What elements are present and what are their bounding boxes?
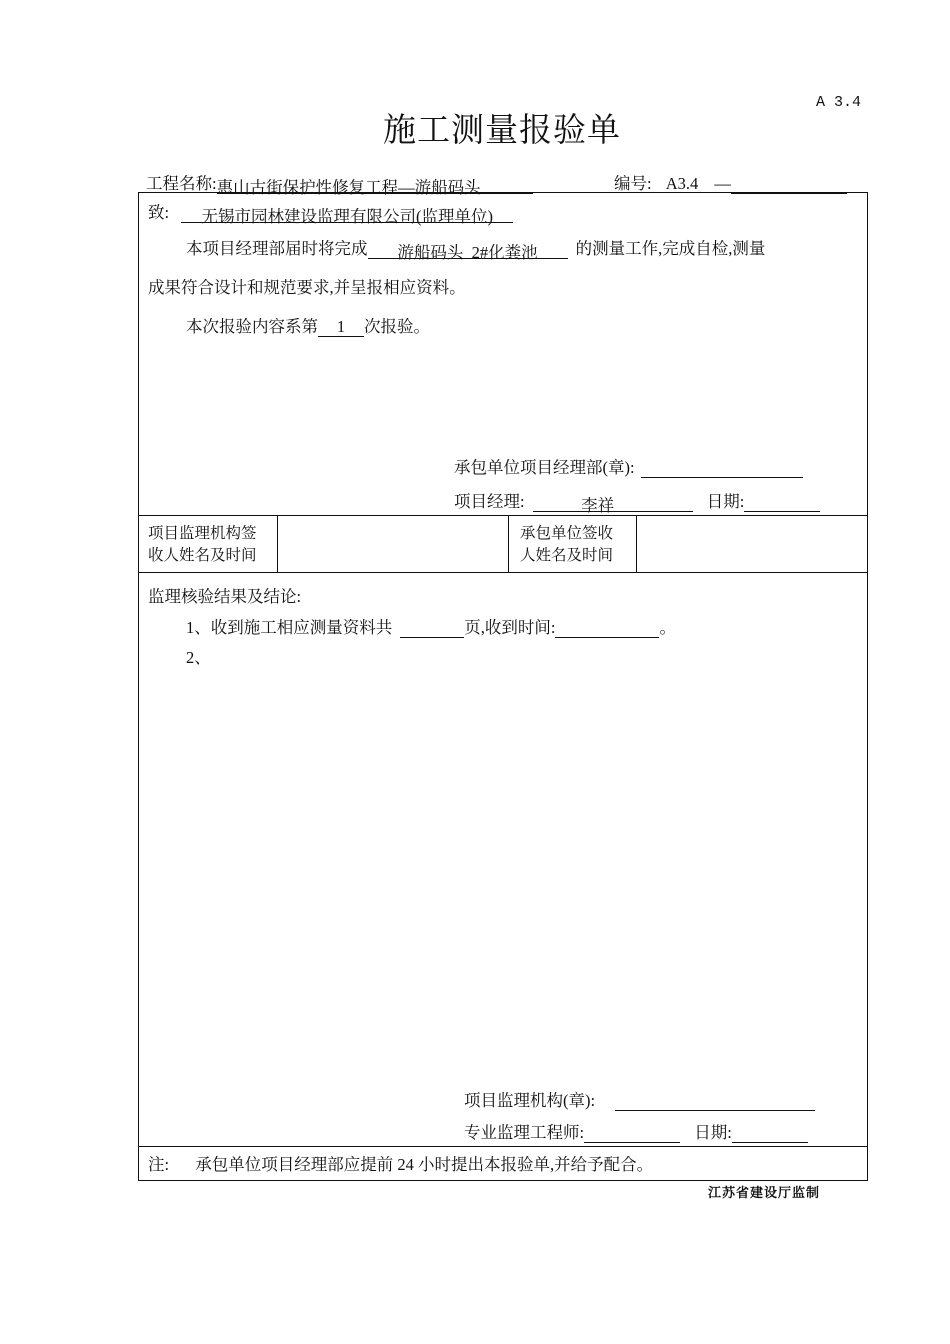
item1-prefix: 1、收到施工相应测量资料共 [186,618,393,637]
pm-date-field[interactable] [744,492,820,512]
contractor-dept-label: 承包单位项目经理部(章): [454,458,635,477]
divider-2 [138,572,867,573]
times-field[interactable] [318,317,364,337]
review-conclusion-area[interactable] [186,664,856,1064]
work-item-value: 游船码头 2#化粪池 [397,243,538,262]
agency-stamp-field[interactable] [615,1091,815,1111]
cell-divider-2 [508,515,509,572]
contractor-receiver-cell[interactable] [637,516,866,572]
project-label: 工程名称: [146,174,217,193]
contractor-dept-stamp-field[interactable] [641,458,803,478]
para-suffix: 的测量工作,完成自检,测量 [575,239,766,258]
item1-mid: 页,收到时间: [464,618,556,637]
agency-row [464,1087,815,1111]
times-row [186,313,430,337]
para-line-2: 成果符合设计和规范要求,并呈报相应资料。 [148,278,466,297]
number-row [614,170,847,194]
number-value: A3.4 [665,174,699,193]
to-label: 致: [148,203,170,222]
engineer-field[interactable] [584,1123,680,1143]
to-field[interactable] [181,203,513,226]
times-suffix: 次报验。 [364,317,430,336]
para-prefix: 本项目经理部届时将完成 [186,239,368,258]
review-item-2: 2、 [186,648,211,667]
supervisor-receiver-label [148,523,257,567]
page-title: 施工测量报验单 [383,110,621,149]
para-line-1 [186,235,766,262]
note-text: 承包单位项目经理部应提前 24 小时提出本报验单,并给予配合。 [195,1155,654,1174]
contractor-receiver-label [520,523,613,567]
review-item-1 [186,614,676,638]
to-row [148,199,513,226]
pages-field[interactable] [400,618,464,638]
number-field[interactable] [731,174,847,194]
number-label: 编号: [614,174,652,193]
note-label: 注: [148,1155,170,1174]
number-dash: — [714,174,731,193]
contractor-receiver-line2: 人姓名及时间 [520,547,614,564]
times-value: 1 [336,317,346,336]
pm-label: 项目经理: [454,492,525,511]
contractor-dept-row [454,454,803,478]
review-heading: 监理核验结果及结论: [148,587,302,606]
pm-row [454,488,820,515]
times-prefix: 本次报验内容系第 [186,317,318,336]
agency-label: 项目监理机构(章): [464,1091,596,1110]
footer-issuer: 江苏省建设厅监制 [708,1186,821,1201]
pm-date-label: 日期: [706,492,745,511]
supervisor-receiver-line2: 收人姓名及时间 [148,547,257,564]
engineer-row [464,1119,808,1143]
project-name-value: 惠山古街保护性修复工程—游船码头 [216,178,481,197]
work-item-field[interactable] [368,239,568,262]
pm-field[interactable] [533,492,693,515]
pm-value: 李祥 [581,496,615,515]
project-name-field[interactable] [216,174,533,197]
engineer-date-label: 日期: [694,1123,732,1142]
divider-3 [138,1146,867,1147]
engineer-label: 专业监理工程师: [464,1123,585,1142]
note-row [148,1151,653,1175]
project-name-row [146,170,533,197]
supervisor-receiver-line1: 项目监理机构签 [148,525,257,542]
to-value: 无锡市园林建设监理有限公司(监理单位) [201,207,493,226]
item1-end: 。 [659,618,676,637]
engineer-date-field[interactable] [732,1123,808,1143]
form-code: A 3.4 [816,94,862,111]
supervisor-receiver-cell[interactable] [278,516,507,572]
receipt-time-field[interactable] [555,618,659,638]
contractor-receiver-line1: 承包单位签收 [520,525,614,542]
